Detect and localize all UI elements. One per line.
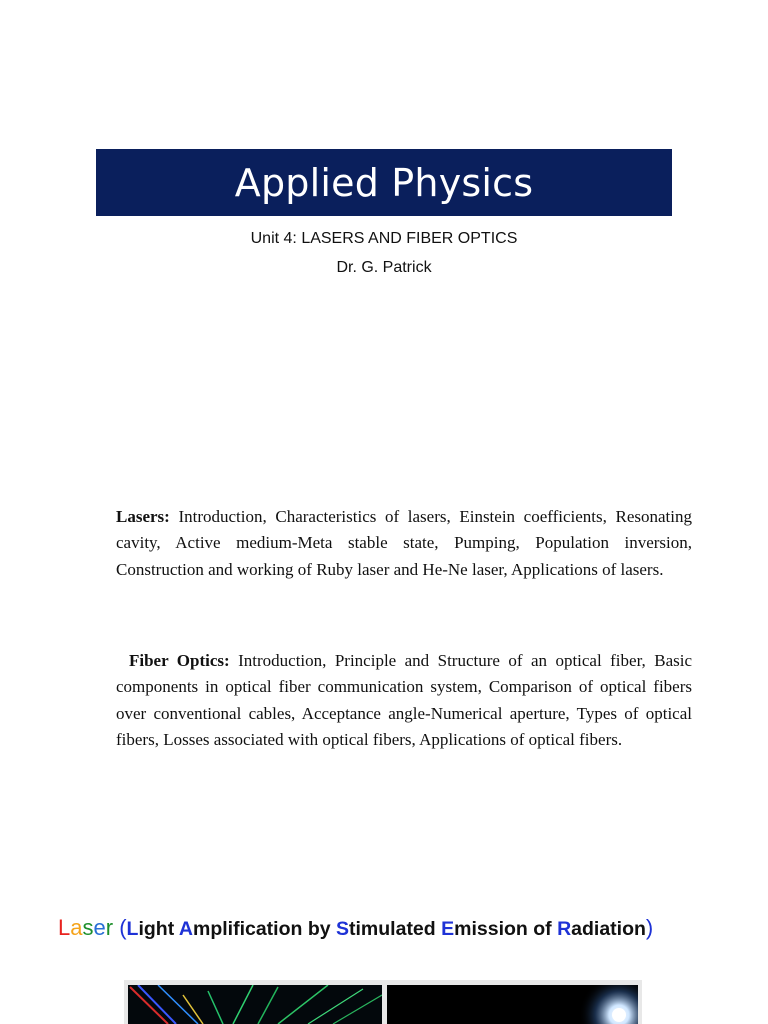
laser-letter: L xyxy=(58,915,71,940)
acronym-rest: mission of xyxy=(454,918,558,940)
author-name: Dr. G. Patrick xyxy=(336,259,432,276)
acronym-rest: mplification by xyxy=(192,918,336,940)
document-title: Applied Physics xyxy=(234,160,534,205)
laser-letter: a xyxy=(70,915,83,940)
acronym-initial: L xyxy=(126,918,139,940)
laser-letter: r xyxy=(105,915,114,940)
acronym-rest: timulated xyxy=(349,918,442,940)
title-banner xyxy=(96,149,672,216)
laser-word xyxy=(58,915,119,940)
laser-letter: s xyxy=(82,915,94,940)
open-paren: ( xyxy=(119,915,127,940)
laser-light-photo xyxy=(387,985,638,1024)
fiber-optics-body: Introduction, Principle and Structure of an optical fiber, Basic components in optical fiber communication system, Comparison of optical fibers over conventional cables, Acceptance angle-Numerical aperture, Types of optical fibers, Losses associated with optical fibers, Applications of optical fibers. xyxy=(116,651,693,749)
acronym-rest: ight xyxy=(138,918,179,940)
acronym-initial: S xyxy=(336,918,350,940)
acronym-initial: A xyxy=(178,918,193,940)
unit-subtitle: Unit 4: LASERS AND FIBER OPTICS xyxy=(250,230,518,247)
laser-beams-illustration xyxy=(128,985,382,1024)
acronym-rest: adiation xyxy=(571,918,646,940)
laser-beams-photo xyxy=(128,985,382,1024)
close-paren: ) xyxy=(645,915,654,940)
fiber-optics-syllabus-paragraph xyxy=(116,648,692,753)
fiber-optics-heading: Fiber Optics: xyxy=(129,651,230,670)
lasers-heading: Lasers: xyxy=(116,507,170,526)
lasers-body: Introduction, Characteristics of lasers, Einstein coefficients, Resonating cavity, Active medium-Meta stable state, Pumping, Population inversion, Construction and working of Ruby laser and He-Ne laser, Applications of lasers. xyxy=(116,507,693,579)
acronym-initial: E xyxy=(441,918,455,940)
lasers-syllabus-paragraph xyxy=(116,504,692,583)
laser-letter: e xyxy=(93,915,106,940)
laser-light-illustration xyxy=(387,985,638,1024)
acronym-initial: R xyxy=(557,918,572,940)
laser-acronym-heading xyxy=(58,915,653,941)
